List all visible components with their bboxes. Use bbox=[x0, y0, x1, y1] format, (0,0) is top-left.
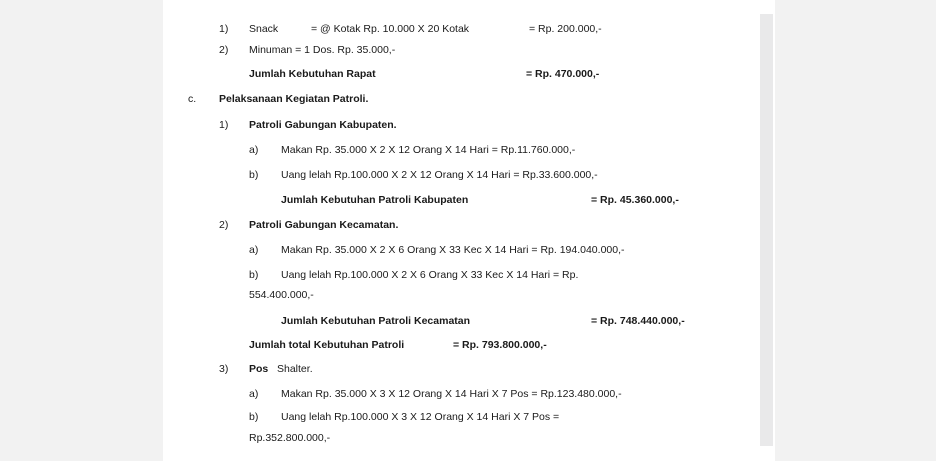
section-heading: Pelaksanaan Kegiatan Patroli. bbox=[219, 93, 369, 105]
item-letter: b) bbox=[249, 411, 259, 423]
item-text: Makan Rp. 35.000 X 3 X 12 Orang X 14 Hari X 7 Pos = Rp.123.480.000,- bbox=[281, 388, 622, 400]
subtotal-value: = Rp. 748.440.000,- bbox=[591, 315, 685, 327]
subtotal-value: = Rp. 470.000,- bbox=[526, 68, 600, 80]
item-letter: b) bbox=[249, 169, 259, 181]
scrollbar-track[interactable] bbox=[760, 14, 773, 446]
total-value: = Rp. 793.800.000,- bbox=[453, 339, 547, 351]
item-number: 1) bbox=[219, 23, 229, 35]
item-text: Makan Rp. 35.000 X 2 X 6 Orang X 33 Kec X 14 Hari = Rp. 194.040.000,- bbox=[281, 244, 625, 256]
item-number: 2) bbox=[219, 44, 229, 56]
subsection-heading: Pos bbox=[249, 363, 269, 375]
item-text-continued: 554.400.000,- bbox=[249, 289, 314, 301]
subtotal-label: Jumlah Kebutuhan Patroli Kabupaten bbox=[281, 194, 469, 206]
item-formula: = @ Kotak Rp. 10.000 X 20 Kotak bbox=[311, 23, 470, 35]
item-text: Uang lelah Rp.100.000 X 2 X 12 Orang X 14 Hari = Rp.33.600.000,- bbox=[281, 169, 598, 181]
item-text: Uang lelah Rp.100.000 X 2 X 6 Orang X 33 Kec X 14 Hari = Rp. bbox=[281, 269, 579, 281]
item-text: Uang lelah Rp.100.000 X 3 X 12 Orang X 14 Hari X 7 Pos = bbox=[281, 411, 560, 423]
item-letter: a) bbox=[249, 144, 259, 156]
item-number: 2) bbox=[219, 219, 229, 231]
item-letter: a) bbox=[249, 244, 259, 256]
item-text-continued: Rp.352.800.000,- bbox=[249, 432, 331, 444]
subsection-heading: Patroli Gabungan Kecamatan. bbox=[249, 219, 399, 231]
subtotal-label: Jumlah Kebutuhan Patroli Kecamatan bbox=[281, 315, 471, 327]
item-label: Snack bbox=[249, 23, 279, 35]
subtotal-label: Jumlah Kebutuhan Rapat bbox=[249, 68, 376, 80]
item-letter: b) bbox=[249, 269, 259, 281]
item-letter: a) bbox=[249, 388, 259, 400]
subtotal-value: = Rp. 45.360.000,- bbox=[591, 194, 679, 206]
subsection-heading: Patroli Gabungan Kabupaten. bbox=[249, 119, 397, 131]
item-total: = Rp. 200.000,- bbox=[529, 23, 602, 35]
section-letter: c. bbox=[188, 93, 197, 105]
item-number: 3) bbox=[219, 363, 229, 375]
item-text: Makan Rp. 35.000 X 2 X 12 Orang X 14 Hari = Rp.11.760.000,- bbox=[281, 144, 576, 156]
item-text: Minuman = 1 Dos. Rp. 35.000,- bbox=[249, 44, 396, 56]
subsection-heading-rest: Shalter. bbox=[277, 363, 313, 375]
total-label: Jumlah total Kebutuhan Patroli bbox=[249, 339, 405, 351]
item-number: 1) bbox=[219, 119, 229, 131]
